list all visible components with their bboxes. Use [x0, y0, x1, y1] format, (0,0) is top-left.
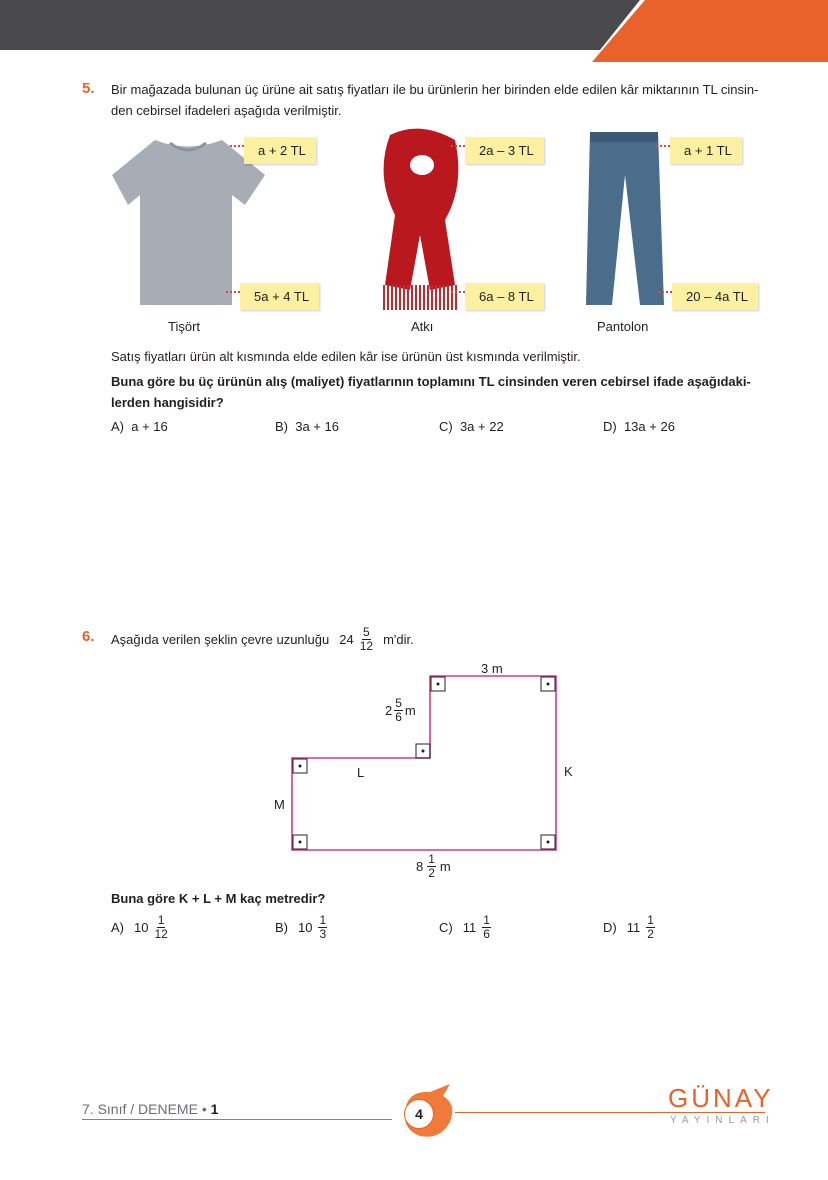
option-text: a + 16 — [131, 419, 168, 434]
question-5-prompt-1: Buna göre bu üç ürünün alış (maliyet) fiyatlarının toplamını TL cinsinden veren cebirsel ifade aşağıdaki- — [111, 374, 751, 389]
footer-left — [82, 1101, 218, 1117]
numerator: 5 — [395, 696, 402, 710]
unit: m — [404, 703, 416, 718]
tshirt-profit-tag: a + 2 TL — [244, 137, 316, 164]
q6-text-after: m'dir. — [383, 631, 414, 647]
question-5-text-2: den cebirsel ifadeleri aşağıda verilmiştir. — [111, 103, 342, 118]
option-letter: B) — [275, 920, 288, 935]
unit: m — [439, 859, 451, 874]
option-letter: A) — [111, 920, 124, 935]
option-letter: C) — [439, 920, 453, 935]
label-K: K — [564, 764, 573, 779]
option-letter: A) — [111, 419, 124, 434]
numerator: 1 — [647, 913, 654, 927]
brand-subtitle: YAYINLARI — [670, 1115, 775, 1126]
numerator: 5 — [363, 624, 370, 639]
label-M: M — [274, 797, 285, 812]
whole: 10 — [298, 920, 313, 935]
option-text: 3a + 22 — [459, 419, 504, 434]
denominator: 3 — [319, 927, 327, 941]
denominator: 2 — [647, 927, 654, 941]
scarf-price-tag: 6a – 8 TL — [465, 283, 544, 310]
fraction — [427, 853, 436, 880]
whole: 11 — [626, 920, 641, 935]
fraction — [154, 914, 167, 941]
denominator: 2 — [428, 866, 435, 880]
q6-text-before: Aşağıda verilen şeklin çevre uzunluğu — [111, 631, 330, 647]
whole: 10 — [134, 920, 149, 935]
scarf-profit-tag: 2a – 3 TL — [465, 137, 544, 164]
label-top-3m: 3 m — [481, 661, 503, 676]
jeans-price-tag: 20 – 4a TL — [672, 283, 758, 310]
footer-line-left — [82, 1119, 392, 1120]
denominator: 12 — [359, 638, 374, 653]
q6-option-b[interactable] — [275, 914, 329, 941]
option-letter: C) — [439, 419, 453, 434]
scarf-caption: Atkı — [411, 319, 434, 334]
numerator: 1 — [157, 913, 165, 927]
fraction — [482, 914, 491, 941]
jeans-profit-tag: a + 1 TL — [670, 137, 742, 164]
option-letter: D) — [603, 920, 617, 935]
denominator: 6 — [483, 927, 490, 941]
label-bottom — [416, 853, 451, 880]
numerator: 1 — [483, 913, 490, 927]
label-L: L — [357, 765, 365, 780]
option-letter: D) — [603, 419, 617, 434]
denominator: 12 — [154, 927, 168, 941]
jeans-caption: Pantolon — [597, 319, 649, 334]
fraction — [318, 914, 327, 941]
question-5-text-1: Bir mağazada bulunan üç ürüne ait satış fiyatları ile bu ürünlerin her birinden elde edilen kâr miktarının TL cinsin- — [111, 82, 759, 97]
question-6-prompt: Buna göre K + L + M kaç metredir? — [111, 891, 326, 906]
q6-option-a[interactable] — [111, 914, 170, 941]
q6-option-d[interactable] — [603, 914, 657, 941]
label-step-height — [385, 697, 416, 724]
brand-logo: GÜNAY — [668, 1083, 774, 1113]
question-5-number: 5. — [82, 80, 95, 97]
footer-class-label: 7. Sınıf / DENEME • — [82, 1101, 207, 1117]
tshirt-price-tag: 5a + 4 TL — [240, 283, 319, 310]
footer-exam-number: 1 — [210, 1101, 219, 1117]
fraction — [394, 697, 403, 724]
whole: 8 — [416, 859, 424, 874]
option-letter: B) — [275, 419, 288, 434]
whole: 2 — [385, 703, 393, 718]
question-5-prompt-2: lerden hangisidir? — [111, 395, 224, 410]
denominator: 6 — [395, 710, 402, 724]
option-text: 3a + 16 — [295, 419, 339, 434]
option-text: 13a + 26 — [623, 419, 675, 434]
q6-option-c[interactable] — [439, 914, 493, 941]
page-number: 4 — [404, 1099, 434, 1129]
question-6-number: 6. — [82, 628, 95, 645]
question-5-note: Satış fiyatları ürün alt kısmında elde edilen kâr ise ürünün üst kısmında verilmiştir. — [111, 349, 581, 364]
numerator: 1 — [428, 852, 435, 866]
perimeter-whole: 24 — [339, 631, 354, 647]
fraction — [646, 914, 655, 941]
numerator: 1 — [319, 913, 327, 927]
tshirt-caption: Tişört — [168, 319, 201, 334]
whole: 11 — [462, 920, 477, 935]
